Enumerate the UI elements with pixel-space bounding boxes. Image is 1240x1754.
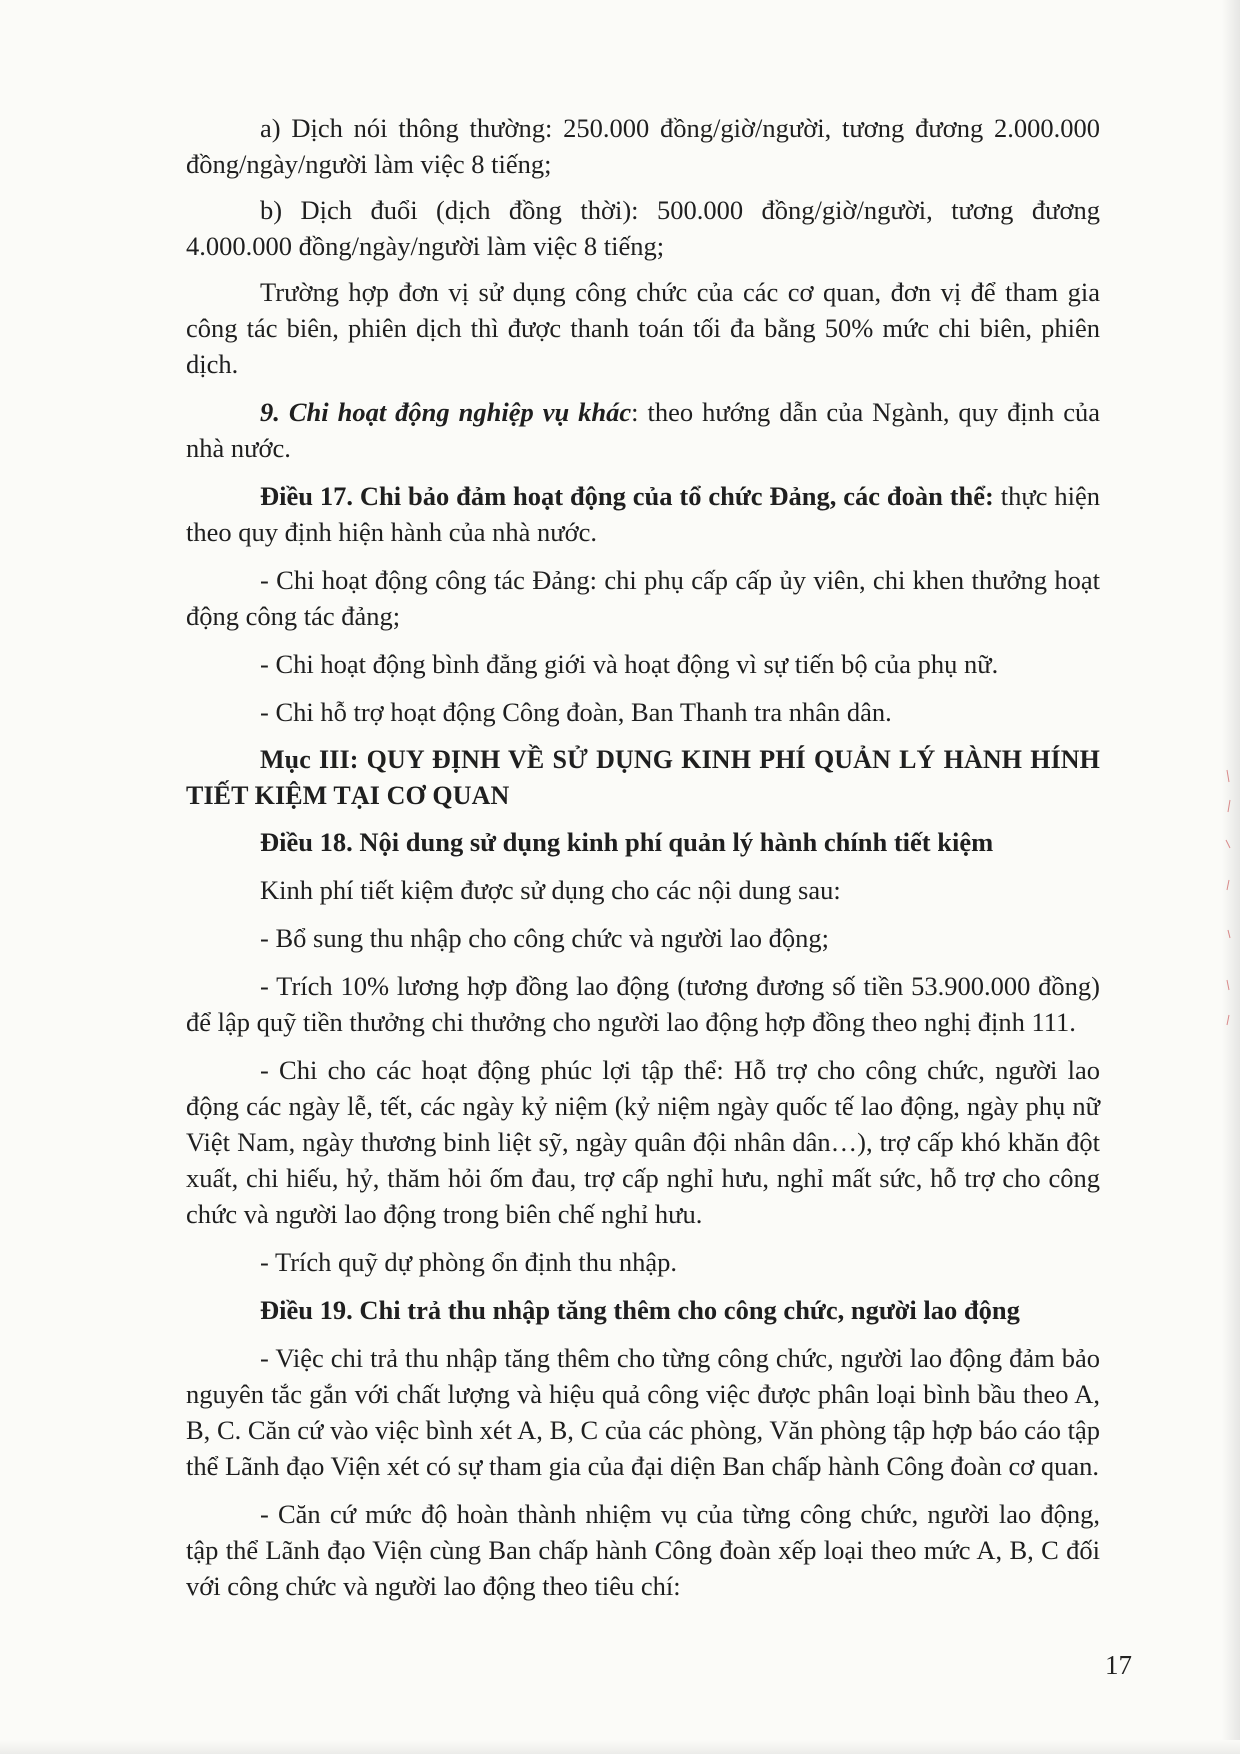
paragraph-kinh-phi: Kinh phí tiết kiệm được sử dụng cho các nội dung sau: [260, 875, 841, 905]
page-number: 17 [1105, 1650, 1132, 1680]
page-content [186, 110, 1100, 1616]
paragraph-binh-dang: - Chi hoạt động bình đẳng giới và hoạt động vì sự tiến bộ của phụ nữ. [260, 649, 999, 679]
dieu-17 [186, 478, 1100, 550]
paragraph-truong-hop: Trường hợp đơn vị sử dụng công chức của các cơ quan, đơn vị để tham gia công tác biên, phiên dịch thì được thanh toán tối đa bằng 50% mức chi biên, phiên dịch. [186, 277, 1100, 379]
dieu-17-heading: Điều 17. Chi bảo đảm hoạt động của tổ chức Đảng, các đoàn thể: [260, 481, 994, 511]
paragraph-b: b) Dịch đuổi (dịch đồng thời): 500.000 đồng/giờ/người, tương đương 4.000.000 đồng/ngày/người làm việc 8 tiếng; [186, 195, 1100, 261]
paragraph-du-phong: - Trích quỹ dự phòng ổn định thu nhập. [260, 1247, 678, 1277]
item-9-text: : theo hướng dẫn của Ngành, quy định của nhà nước. [186, 397, 1100, 463]
paragraph-dang: - Chi hoạt động công tác Đảng: chi phụ cấp cấp ủy viên, chi khen thưởng hoạt động công tác đảng; [186, 565, 1100, 631]
section-muc-iii-heading: Mục III: QUY ĐỊNH VỀ SỬ DỤNG KINH PHÍ QUẢN LÝ HÀNH HÍNH TIẾT KIỆM TẠI CƠ QUAN [186, 745, 1100, 810]
item-9-heading: 9. Chi hoạt động nghiệp vụ khác [260, 397, 632, 427]
paragraph-phuc-loi: - Chi cho các hoạt động phúc lợi tập thể: Hỗ trợ cho công chức, người lao động các ngày lễ, tết, các ngày kỷ niệm (kỷ niệm ngày quốc tế lao động, ngày phụ nữ Việt Nam, ngày thương binh liệt sỹ, ngày quân đội nhân dân…), trợ cấp khó khăn đột xuất, chi hiếu, hỷ, thăm hỏi ốm đau, trợ cấp nghỉ hưu, nghỉ mất sức, hỗ trợ cho công chức và người lao động trong biên chế nghỉ hưu. [186, 1055, 1100, 1229]
dieu-17-text: thực hiện theo quy định hiện hành của nhà nước. [186, 481, 1100, 547]
stamp-bleed-marks [1224, 760, 1234, 1040]
paragraph-cong-doan: - Chi hỗ trợ hoạt động Công đoàn, Ban Thanh tra nhân dân. [260, 697, 892, 727]
paragraph-trich-10: - Trích 10% lương hợp đồng lao động (tương đương số tiền 53.900.000 đồng) để lập quỹ tiền thưởng chi thưởng cho người lao động hợp đồng theo nghị định 111. [186, 971, 1100, 1037]
paragraph-viec-chi-tra: - Việc chi trả thu nhập tăng thêm cho từng công chức, người lao động đảm bảo nguyên tắc gắn với chất lượng và hiệu quả công việc được phân loại bình bầu theo A, B, C. Căn cứ vào việc bình xét A, B, C của các phòng, Văn phòng tập hợp báo cáo tập thể Lãnh đạo Viện xét có sự tham gia của đại diện Ban chấp hành Công đoàn cơ quan. [186, 1343, 1100, 1481]
dieu-19-heading: Điều 19. Chi trả thu nhập tăng thêm cho công chức, người lao động [260, 1295, 1020, 1325]
item-9 [186, 394, 1100, 466]
page-bottom-shadow [0, 1740, 1240, 1754]
paragraph-a: a) Dịch nói thông thường: 250.000 đồng/giờ/người, tương đương 2.000.000 đồng/ngày/người làm việc 8 tiếng; [186, 113, 1100, 179]
dieu-18-heading: Điều 18. Nội dung sử dụng kinh phí quản lý hành chính tiết kiệm [260, 827, 994, 857]
paragraph-bo-sung: - Bổ sung thu nhập cho công chức và người lao động; [260, 923, 829, 953]
paragraph-can-cu: - Căn cứ mức độ hoàn thành nhiệm vụ của từng công chức, người lao động, tập thể Lãnh đạo Viện cùng Ban chấp hành Công đoàn xếp loại theo mức A, B, C đối với công chức và người lao động theo tiêu chí: [186, 1499, 1100, 1601]
